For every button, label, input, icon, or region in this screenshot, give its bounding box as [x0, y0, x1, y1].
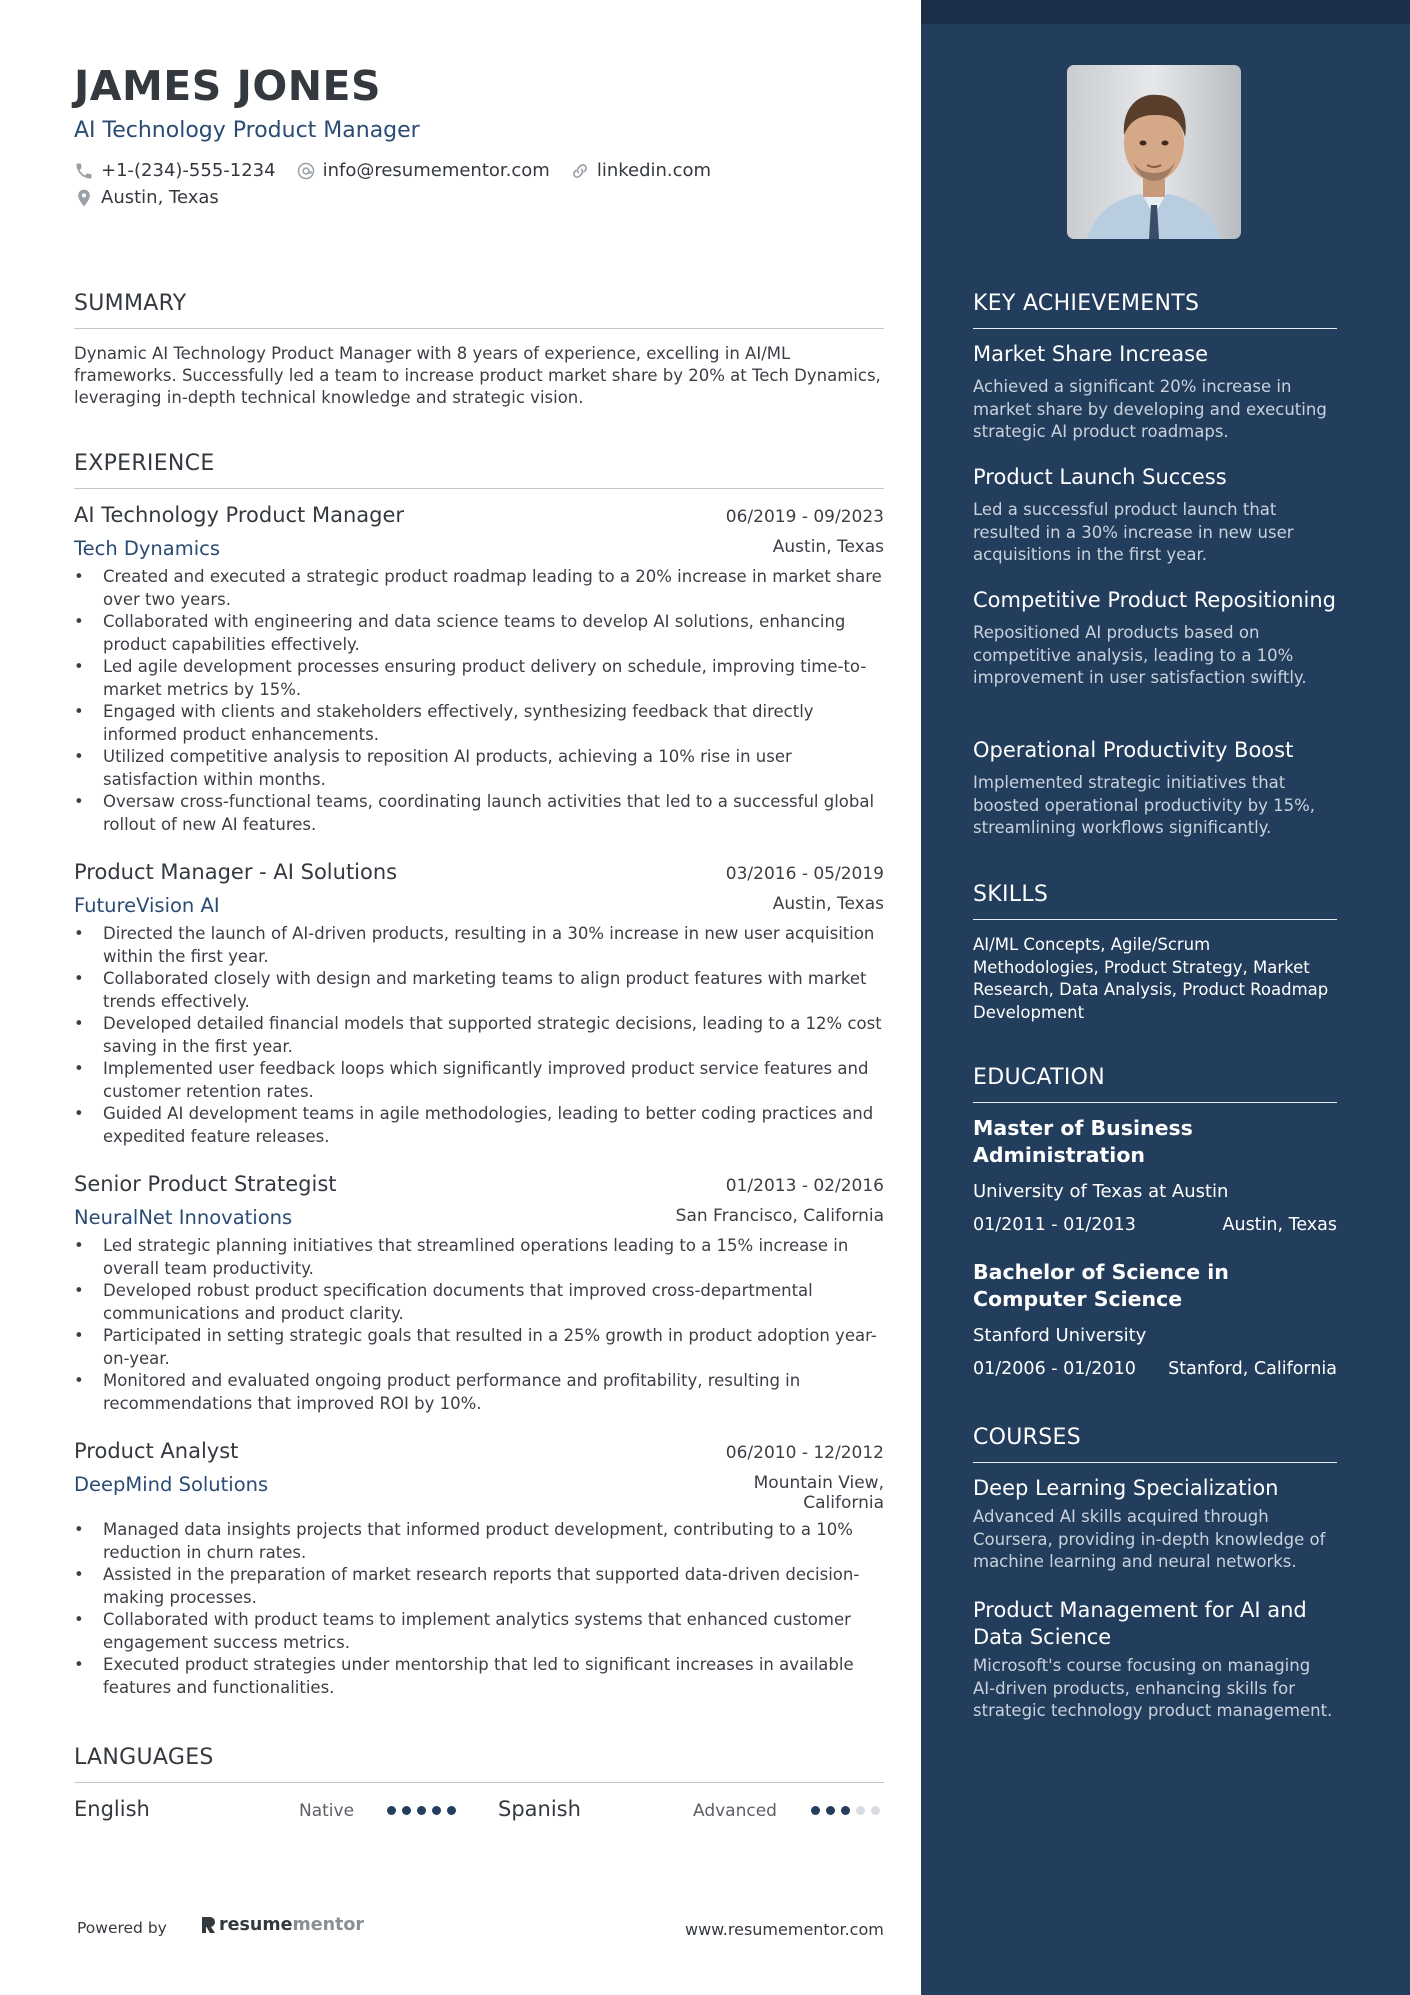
- achievement-title: Competitive Product Repositioning: [973, 588, 1337, 612]
- phone-contact[interactable]: [74, 160, 276, 181]
- rating-dot-filled: [447, 1806, 456, 1815]
- education-dates: 01/2011 - 01/2013: [973, 1215, 1136, 1235]
- job-bullet: • Directed the launch of AI-driven products, resulting in a 30% increase in new user acquisition within the first year.: [74, 923, 884, 968]
- achievement-item: [973, 737, 1337, 840]
- job-bullet: • Monitored and evaluated ongoing product performance and profitability, resulting in recommendations that improved ROI by 10%.: [74, 1370, 884, 1415]
- job-dates: 06/2010 - 12/2012: [725, 1443, 884, 1463]
- course-item: [973, 1597, 1337, 1723]
- job-bullet: • Oversaw cross-functional teams, coordinating launch activities that led to a successful global rollout of new AI features.: [74, 791, 884, 836]
- job-entry: [74, 860, 884, 1148]
- location-contact: [74, 187, 219, 208]
- job-bullet: • Developed robust product specification documents that improved cross-departmental communications and product clarity.: [74, 1280, 884, 1325]
- job-bullet: • Executed product strategies under mentorship that led to significant increases in available features and functionalities.: [74, 1654, 884, 1699]
- rating-dot-filled: [841, 1806, 850, 1815]
- candidate-name: JAMES JONES: [74, 62, 382, 110]
- job-bullets: [74, 923, 884, 1148]
- sidebar-top-band: [921, 0, 1410, 24]
- footer-url[interactable]: www.resumementor.com: [685, 1920, 884, 1939]
- at-sign-icon: [296, 161, 316, 181]
- education-degree: Master of Business Administration: [973, 1116, 1193, 1167]
- job-entry: [74, 503, 884, 836]
- experience-heading: EXPERIENCE: [74, 451, 884, 489]
- education-school: Stanford University: [973, 1325, 1147, 1346]
- education-degree: Bachelor of Science in Computer Science: [973, 1260, 1229, 1311]
- job-bullet: • Led strategic planning initiatives that streamlined operations leading to a 15% increase in overall team productivity.: [74, 1235, 884, 1280]
- education-location: Stanford, California: [1168, 1359, 1337, 1379]
- course-item: [973, 1475, 1337, 1574]
- powered-by-text: Powered by: [77, 1919, 167, 1937]
- email-contact[interactable]: [296, 160, 550, 181]
- achievement-item: [973, 587, 1337, 690]
- job-bullet: • Engaged with clients and stakeholders effectively, synthesizing feedback that directly informed product enhancements.: [74, 701, 884, 746]
- education-dates: 01/2006 - 01/2010: [973, 1359, 1136, 1379]
- job-title: Product Manager - AI Solutions: [74, 860, 398, 884]
- language-rating: [811, 1806, 886, 1815]
- achievements-heading: KEY ACHIEVEMENTS: [973, 291, 1337, 329]
- summary-text: Dynamic AI Technology Product Manager with 8 years of experience, excelling in AI/ML frameworks. Successfully led a team to increase product market share by 20% at Tech Dynamics, leveraging in-depth technical knowledge and strategic vision.: [74, 344, 881, 407]
- achievement-desc: Implemented strategic initiatives that boosted operational productivity by 15%, streamlining workflows significantly.: [973, 773, 1316, 837]
- courses-heading: COURSES: [973, 1425, 1337, 1463]
- job-location: Mountain View, California: [753, 1473, 884, 1513]
- candidate-role: AI Technology Product Manager: [74, 118, 420, 143]
- email-text: info@resumementor.com: [322, 160, 550, 181]
- portrait-image: [1067, 65, 1241, 239]
- language-level: Native: [299, 1801, 355, 1821]
- education-heading: EDUCATION: [973, 1065, 1337, 1103]
- job-bullet: • Collaborated closely with design and marketing teams to align product features with market trends effectively.: [74, 968, 884, 1013]
- job-dates: 03/2016 - 05/2019: [725, 864, 884, 884]
- job-bullet: • Managed data insights projects that informed product development, contributing to a 10% reduction in churn rates.: [74, 1519, 884, 1564]
- rating-dot-filled: [811, 1806, 820, 1815]
- job-bullets: [74, 1235, 884, 1415]
- job-dates: 06/2019 - 09/2023: [725, 507, 884, 527]
- job-entry: [74, 1172, 884, 1415]
- education-location: Austin, Texas: [1222, 1215, 1337, 1235]
- rating-dot-filled: [432, 1806, 441, 1815]
- language-name: Spanish: [498, 1797, 581, 1821]
- job-title: Senior Product Strategist: [74, 1172, 337, 1196]
- job-bullet: • Created and executed a strategic product roadmap leading to a 20% increase in market share over two years.: [74, 566, 884, 611]
- linkedin-contact[interactable]: [570, 160, 711, 181]
- rating-dot-filled: [826, 1806, 835, 1815]
- logo-icon: [200, 1915, 216, 1935]
- achievement-item: [973, 464, 1337, 567]
- job-company: Tech Dynamics: [74, 537, 221, 560]
- achievement-item: [973, 341, 1337, 444]
- education-item: [973, 1115, 1337, 1235]
- phone-icon: [74, 161, 94, 181]
- job-company: DeepMind Solutions: [74, 1473, 269, 1496]
- languages-heading: LANGUAGES: [74, 1745, 884, 1783]
- map-pin-icon: [74, 188, 94, 208]
- job-entry: [74, 1439, 884, 1699]
- job-bullet: • Participated in setting strategic goals that resulted in a 25% growth in product adoption year-on-year.: [74, 1325, 884, 1370]
- profile-photo: [1067, 65, 1241, 239]
- job-company: NeuralNet Innovations: [74, 1206, 293, 1229]
- achievement-desc: Achieved a significant 20% increase in market share by developing and executing strategic AI product roadmaps.: [973, 377, 1327, 441]
- language-name: English: [74, 1797, 150, 1821]
- course-desc: Advanced AI skills acquired through Coursera, providing in-depth knowledge of machine learning and neural networks.: [973, 1507, 1326, 1571]
- summary-heading: SUMMARY: [74, 291, 884, 329]
- course-title: Product Management for AI and Data Science: [973, 1598, 1307, 1649]
- job-title: Product Analyst: [74, 1439, 239, 1463]
- location-text: Austin, Texas: [101, 187, 219, 208]
- job-bullet: • Guided AI development teams in agile methodologies, leading to better coding practices and expedited feature releases.: [74, 1103, 884, 1148]
- job-bullet: • Utilized competitive analysis to reposition AI products, achieving a 10% rise in user satisfaction within months.: [74, 746, 884, 791]
- job-bullet: • Collaborated with product teams to implement analytics systems that enhanced customer engagement success metrics.: [74, 1609, 884, 1654]
- skills-text: AI/ML Concepts, Agile/Scrum Methodologies, Product Strategy, Market Research, Data Analysis, Product Roadmap Development: [973, 935, 1329, 1022]
- rating-dot-filled: [417, 1806, 426, 1815]
- logo-text-mentor: mentor: [292, 1915, 365, 1935]
- contact-row: [74, 160, 731, 181]
- job-location: Austin, Texas: [772, 894, 884, 914]
- job-title: AI Technology Product Manager: [74, 503, 405, 527]
- job-bullet: • Assisted in the preparation of market research reports that supported data-driven decision-making processes.: [74, 1564, 884, 1609]
- job-bullets: [74, 566, 884, 836]
- rating-dot-empty: [856, 1806, 865, 1815]
- achievement-title: Operational Productivity Boost: [973, 738, 1294, 762]
- rating-dot-filled: [387, 1806, 396, 1815]
- achievement-title: Product Launch Success: [973, 465, 1227, 489]
- course-title: Deep Learning Specialization: [973, 1476, 1279, 1500]
- linkedin-text: linkedin.com: [596, 160, 712, 181]
- rating-dot-filled: [402, 1806, 411, 1815]
- job-bullet: • Implemented user feedback loops which significantly improved product service features and customer retention rates.: [74, 1058, 884, 1103]
- achievement-desc: Led a successful product launch that resulted in a 30% increase in new user acquisitions in the first year.: [973, 500, 1294, 564]
- job-dates: 01/2013 - 02/2016: [725, 1176, 884, 1196]
- job-company: FutureVision AI: [74, 894, 220, 917]
- job-bullet: • Led agile development processes ensuring product delivery on schedule, improving time-to-market metrics by 15%.: [74, 656, 884, 701]
- phone-text: +1-(234)-555-1234: [101, 160, 276, 181]
- languages-row: [74, 1797, 884, 1827]
- education-school: University of Texas at Austin: [973, 1181, 1229, 1202]
- job-location: San Francisco, California: [675, 1206, 884, 1226]
- resumementor-logo[interactable]: [200, 1915, 364, 1935]
- achievement-title: Market Share Increase: [973, 342, 1209, 366]
- job-location: Austin, Texas: [772, 537, 884, 557]
- link-icon: [570, 161, 590, 181]
- job-bullets: [74, 1519, 884, 1699]
- logo-text-resume: resume: [219, 1915, 293, 1935]
- course-desc: Microsoft's course focusing on managing AI-driven products, enhancing skills for strategic technology product management.: [973, 1656, 1333, 1720]
- sidebar: [921, 0, 1410, 1995]
- location-row: [74, 187, 239, 208]
- job-bullet: • Developed detailed financial models that supported strategic decisions, leading to a 12% cost saving in the first year.: [74, 1013, 884, 1058]
- language-level: Advanced: [693, 1801, 777, 1821]
- job-bullet: • Collaborated with engineering and data science teams to develop AI solutions, enhancing product capabilities effectively.: [74, 611, 884, 656]
- achievement-desc: Repositioned AI products based on competitive analysis, leading to a 10% improvement in user satisfaction swiftly.: [973, 623, 1307, 687]
- language-rating: [387, 1806, 462, 1815]
- education-item: [973, 1259, 1337, 1379]
- skills-heading: SKILLS: [973, 882, 1337, 920]
- rating-dot-empty: [871, 1806, 880, 1815]
